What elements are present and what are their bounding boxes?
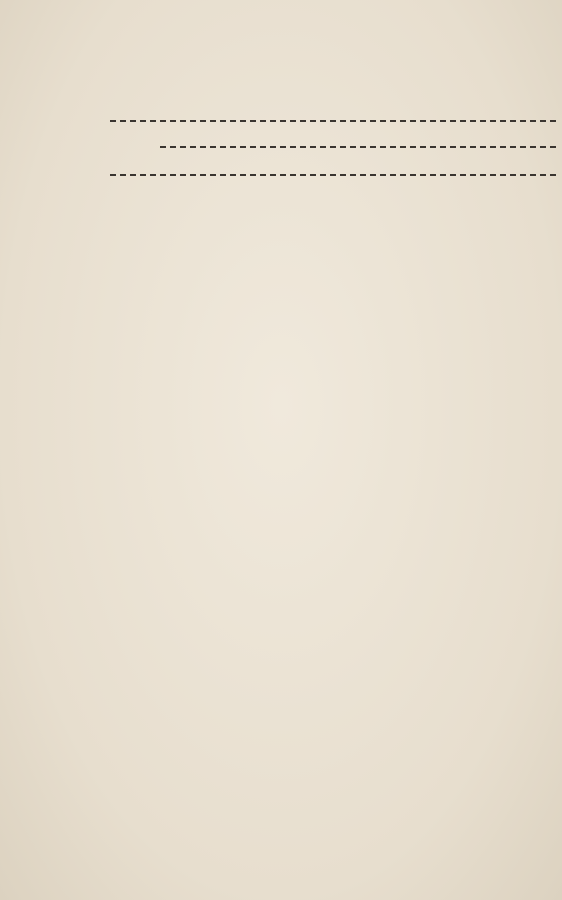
header-mid-rule [160,146,556,148]
table-caption [110,90,118,115]
table-top-rule [110,120,556,122]
header-bottom-rule [110,174,556,176]
alpha-symbol [110,93,118,118]
